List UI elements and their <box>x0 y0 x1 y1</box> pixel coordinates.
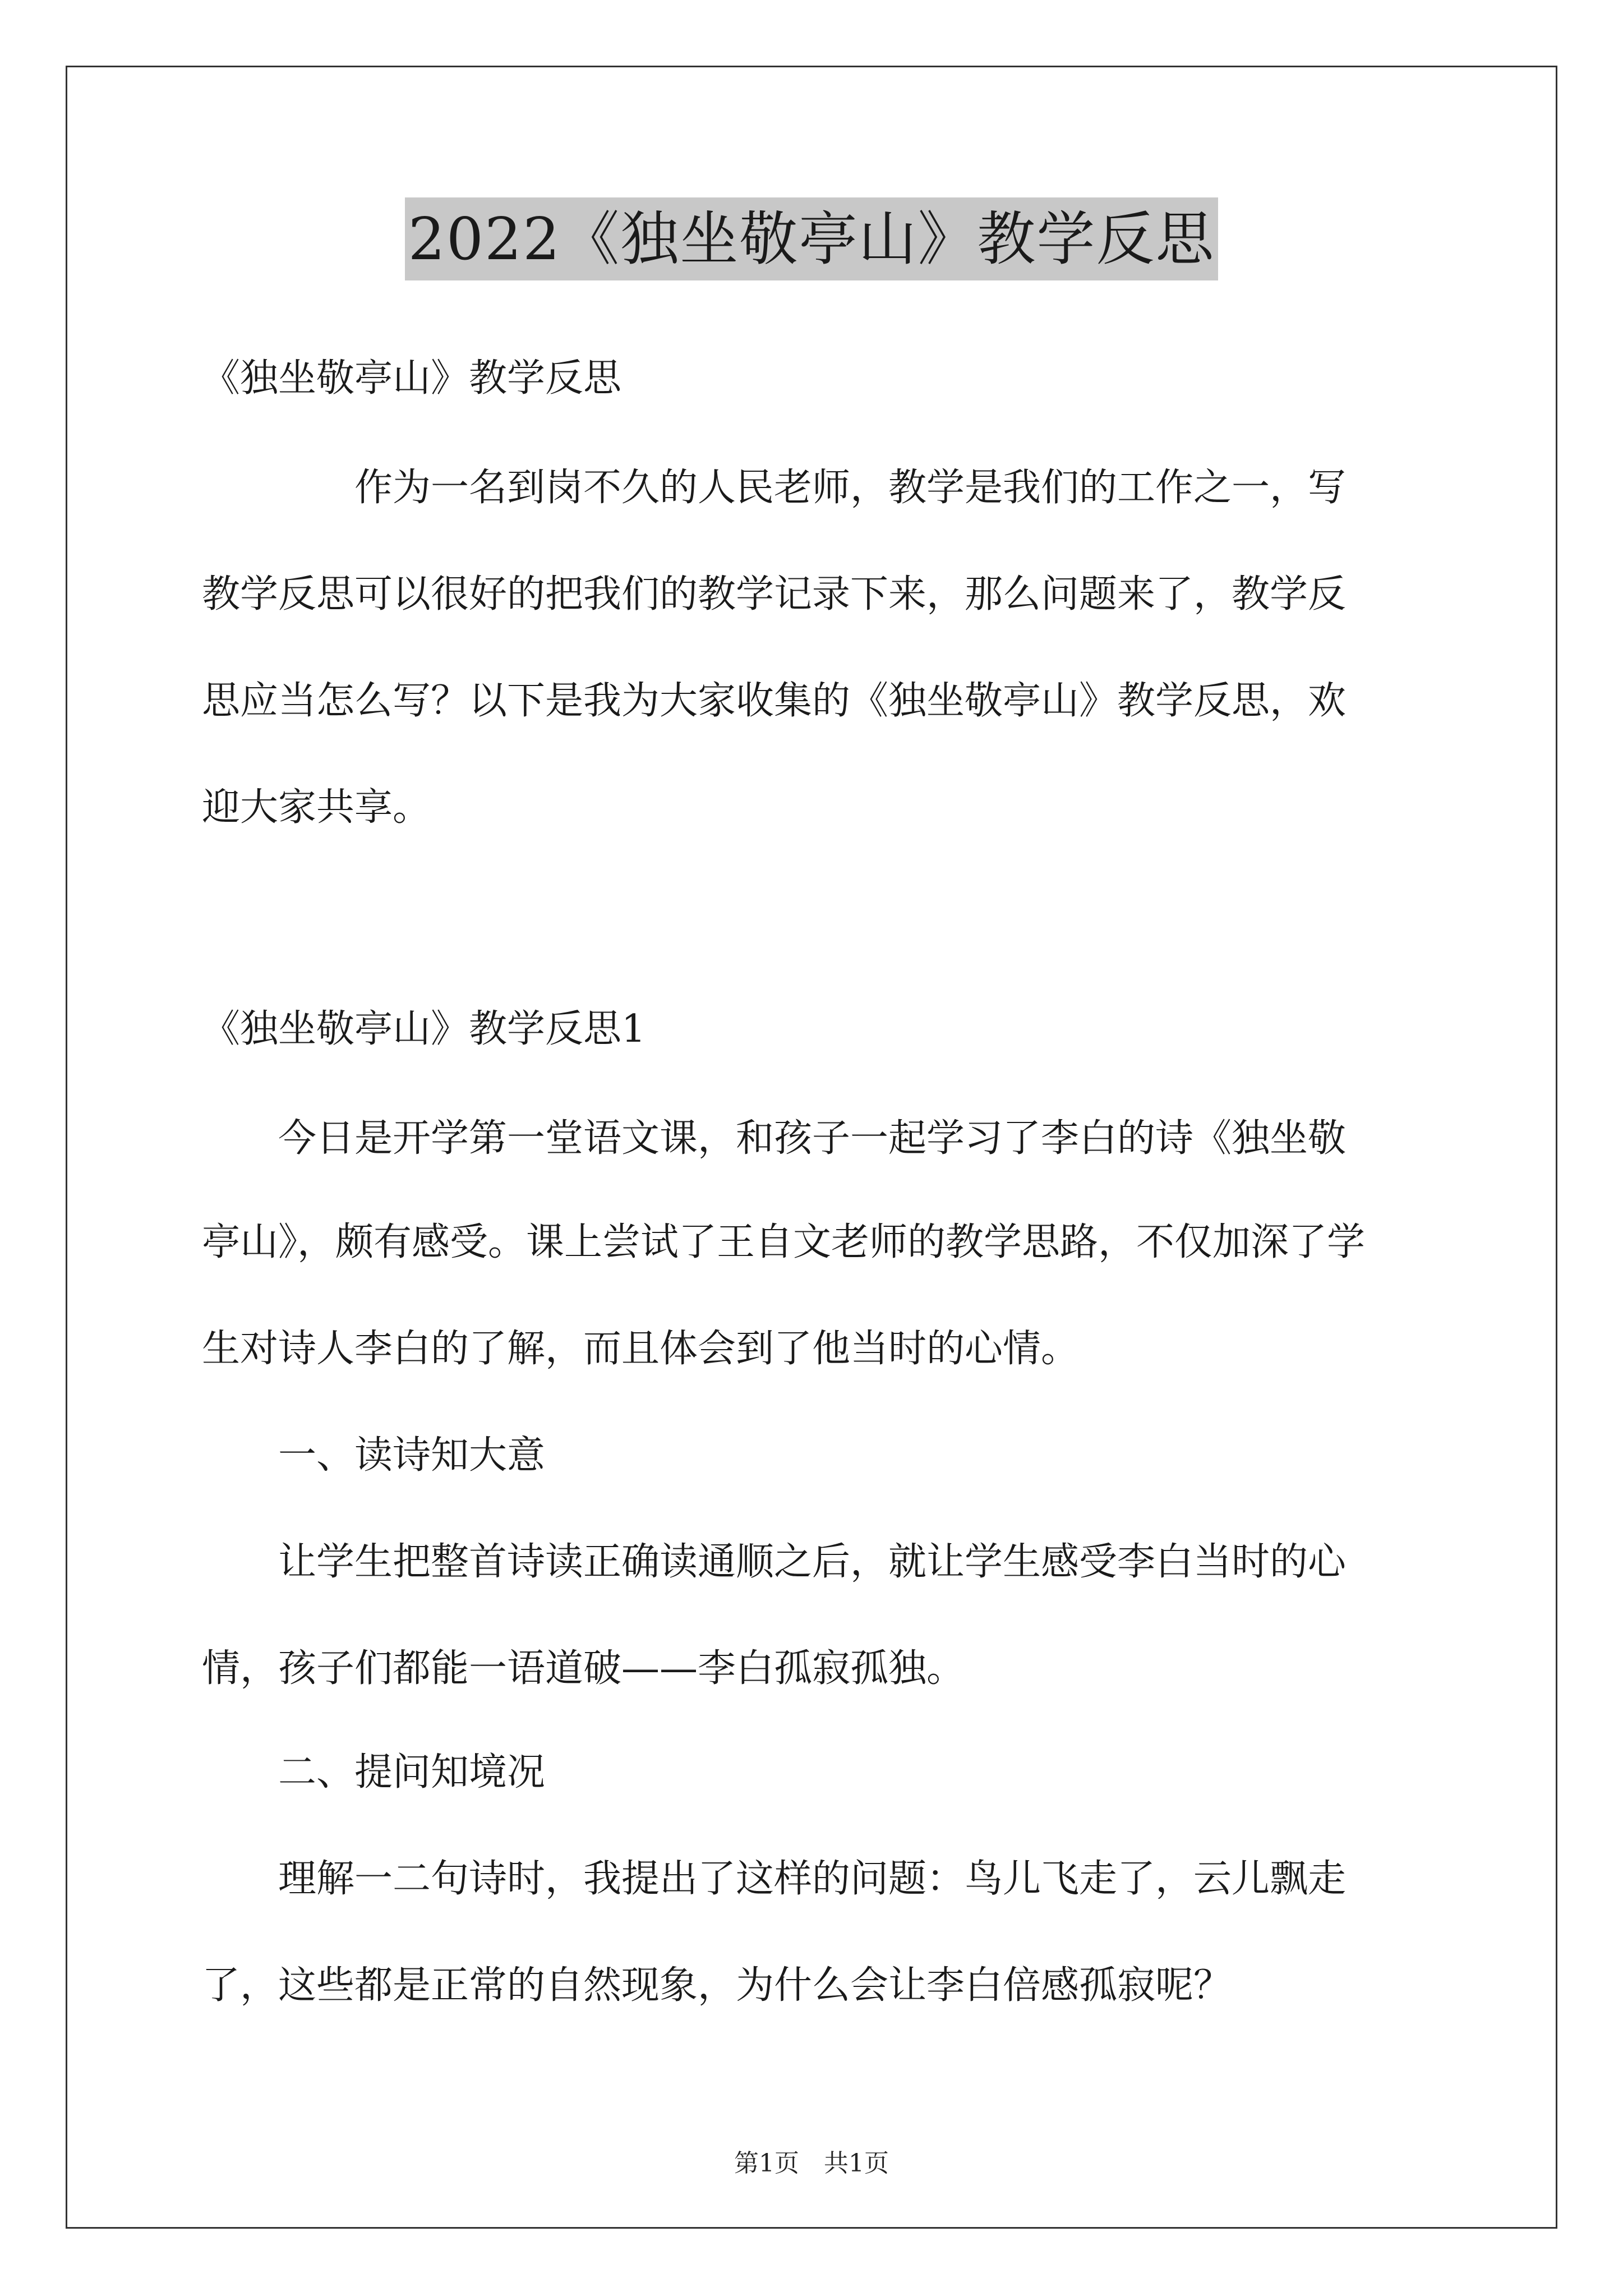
document-title: 2022《独坐敬亭山》教学反思 <box>405 197 1219 280</box>
section-subheading: 一、读诗知大意 <box>202 1433 546 1478</box>
section-heading: 《独坐敬亭山》教学反思1 <box>202 1007 646 1051</box>
intro-line: 迎大家共享。 <box>202 785 431 830</box>
subtitle: 《独坐敬亭山》教学反思 <box>202 356 622 401</box>
title-container <box>0 197 1623 280</box>
body-line: 生对诗人李白的了解，而且体会到了他当时的心情。 <box>202 1327 1080 1371</box>
page-footer: 第1页 共1页 <box>734 2149 889 2178</box>
body-line: 今日是开学第一堂语文课，和孩子一起学习了李白的诗《独坐敬 <box>202 1116 1347 1161</box>
body-line: 让学生把整首诗读正确读通顺之后，就让学生感受李白当时的心 <box>202 1540 1347 1584</box>
body-line: 了，这些都是正常的自然现象，为什么会让李白倍感孤寂呢？ <box>202 1963 1232 2008</box>
body-line: 亭山》，颇有感受。课上尝试了王自文老师的教学思路，不仅加深了学 <box>202 1220 1366 1264</box>
intro-line: 教学反思可以很好的把我们的教学记录下来，那么问题来了，教学反 <box>202 572 1347 616</box>
intro-line: 作为一名到岗不久的人民老师，教学是我们的工作之一，写 <box>202 466 1347 510</box>
intro-line: 思应当怎么写？以下是我为大家收集的《独坐敬亭山》教学反思，欢 <box>202 679 1347 723</box>
body-line: 情，孩子们都能一语道破——李白孤寂孤独。 <box>202 1646 965 1691</box>
body-line: 理解一二句诗时，我提出了这样的问题：鸟儿飞走了，云儿飘走 <box>202 1857 1347 1901</box>
section-subheading: 二、提问知境况 <box>202 1750 546 1795</box>
